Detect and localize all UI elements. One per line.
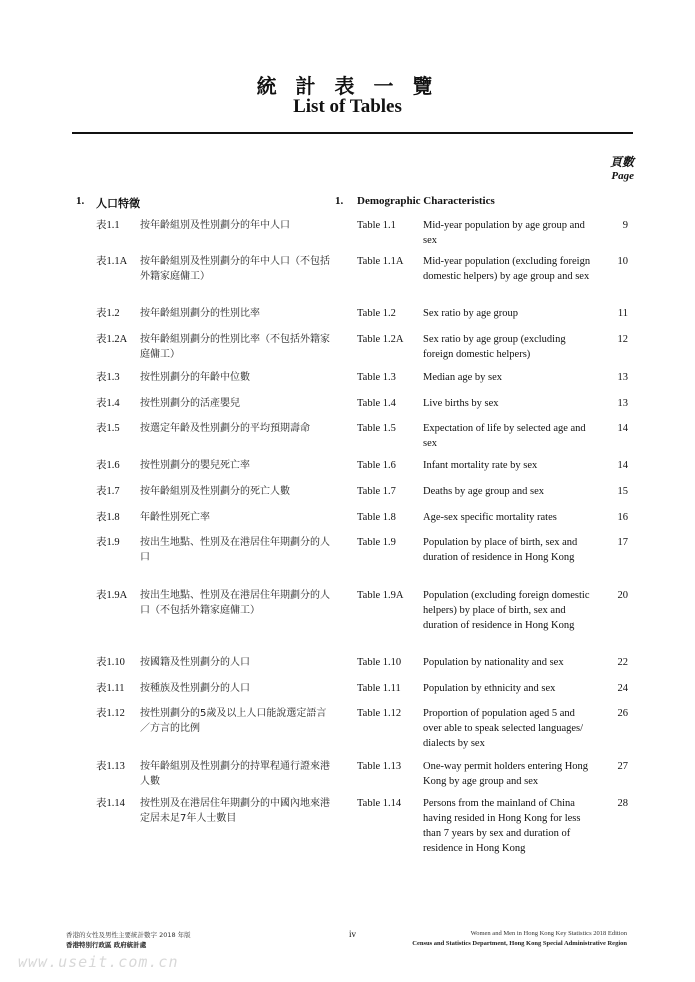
table-title-english: Mid-year population by age group and sex	[423, 220, 585, 246]
table-page-number: 14	[617, 460, 628, 471]
table-title-english: Live births by sex	[423, 398, 499, 409]
table-page-number: 22	[617, 657, 628, 668]
table-title-english: Persons from the mainland of China having resided in Hong Kong for less than 7 years by sex and duration of residence in Hong Kong	[423, 798, 581, 854]
table-page-number: 14	[617, 423, 628, 434]
table-title-chinese: 按性別劃分的活產嬰兒	[140, 398, 240, 409]
table-title-english: Proportion of population aged 5 and over able to speak selected languages/ dialects by sex	[423, 708, 584, 749]
table-title-chinese: 按性別劃分的年齡中位數	[140, 372, 250, 383]
title-divider	[72, 132, 633, 134]
section-number-english: 1.	[335, 195, 344, 207]
table-title-english: Population (excluding foreign domestic helpers) by place of birth, sex and duration of residence in Hong Kong	[423, 590, 590, 631]
footer-department-chinese: 香港特別行政區 政府統計處	[66, 941, 147, 949]
footer-publication-english: Women and Men in Hong Kong Key Statistics 2018 Edition	[470, 930, 627, 937]
table-title-english: Median age by sex	[423, 372, 503, 383]
table-page-number: 16	[617, 512, 628, 523]
table-id-english: Table 1.1	[357, 220, 396, 231]
table-id-english: Table 1.9	[357, 537, 396, 548]
footer-page-number: iv	[349, 929, 357, 939]
page-column-label-english: Page	[611, 170, 634, 182]
table-page-number: 27	[617, 761, 628, 772]
table-id-english: Table 1.13	[357, 761, 402, 772]
table-title-english: One-way permit holders entering Hong Kong by age group and sex	[423, 761, 589, 787]
section-title-english: Demographic Characteristics	[357, 195, 495, 207]
table-page-number: 20	[617, 590, 628, 601]
table-page-number: 17	[617, 537, 628, 548]
table-id-english: Table 1.2A	[357, 334, 404, 345]
table-id-chinese: 表1.1A	[96, 256, 128, 267]
table-id-chinese: 表1.14	[96, 798, 125, 809]
table-id-chinese: 表1.3	[96, 372, 120, 383]
table-id-chinese: 表1.2	[96, 308, 120, 319]
table-title-chinese: 按年齡組別劃分的性別比率（不包括外籍家庭傭工）	[140, 334, 330, 360]
footer-publication-chinese: 香港的女性及男性主要統計數字 2018 年版	[66, 931, 191, 939]
table-title-chinese: 按年齡組別劃分的性別比率	[140, 308, 260, 319]
table-page-number: 13	[617, 372, 628, 383]
table-title-english: Deaths by age group and sex	[423, 486, 545, 497]
table-id-chinese: 表1.4	[96, 398, 120, 409]
table-id-english: Table 1.10	[357, 657, 402, 668]
table-title-english: Age-sex specific mortality rates	[423, 512, 557, 523]
table-id-chinese: 表1.10	[96, 657, 125, 668]
table-id-chinese: 表1.12	[96, 708, 125, 719]
table-id-english: Table 1.7	[357, 486, 396, 497]
footer-department-english: Census and Statistics Department, Hong Kong Special Administrative Region	[412, 940, 627, 947]
table-title-chinese: 按選定年齡及性別劃分的平均預期壽命	[140, 423, 310, 434]
table-title-chinese: 按出生地點、性別及在港居住年期劃分的人口（不包括外籍家庭傭工）	[140, 590, 330, 616]
table-id-english: Table 1.4	[357, 398, 396, 409]
table-title-chinese: 按出生地點、性別及在港居住年期劃分的人口	[140, 537, 330, 563]
table-id-chinese: 表1.2A	[96, 334, 128, 345]
watermark: www.useit.com.cn	[18, 953, 179, 971]
table-id-english: Table 1.9A	[357, 590, 404, 601]
table-page-number: 15	[617, 486, 628, 497]
table-title-chinese: 年齡性別死亡率	[140, 512, 210, 523]
section-number-chinese: 1.	[76, 195, 85, 207]
table-title-chinese: 按年齡組別及性別劃分的持單程通行證來港人數	[140, 761, 330, 787]
table-page-number: 28	[617, 798, 628, 809]
table-id-chinese: 表1.5	[96, 423, 120, 434]
table-id-english: Table 1.2	[357, 308, 396, 319]
table-title-english: Expectation of life by selected age and sex	[423, 423, 586, 449]
page-title-chinese: 統 計 表 一 覽	[256, 74, 439, 98]
table-page-number: 13	[617, 398, 628, 409]
section-title-chinese: 人口特徵	[96, 197, 140, 210]
table-title-chinese: 按年齡組別及性別劃分的死亡人數	[140, 486, 290, 497]
page-title-english: List of Tables	[293, 96, 402, 117]
table-id-english: Table 1.8	[357, 512, 396, 523]
table-id-chinese: 表1.1	[96, 220, 120, 231]
table-title-english: Population by nationality and sex	[423, 657, 564, 668]
table-title-chinese: 按性別劃分的5歲及以上人口能說選定語言／方言的比例	[140, 708, 327, 734]
table-id-chinese: 表1.6	[96, 460, 120, 471]
table-title-english: Population by place of birth, sex and duration of residence in Hong Kong	[423, 537, 578, 563]
table-title-english: Infant mortality rate by sex	[423, 460, 538, 471]
table-page-number: 12	[617, 334, 628, 345]
table-id-english: Table 1.1A	[357, 256, 404, 267]
table-id-chinese: 表1.7	[96, 486, 120, 497]
table-id-english: Table 1.12	[357, 708, 402, 719]
table-id-chinese: 表1.13	[96, 761, 125, 772]
table-title-english: Sex ratio by age group	[423, 308, 519, 319]
table-id-chinese: 表1.9	[96, 537, 120, 548]
table-title-english: Mid-year population (excluding foreign domestic helpers) by age group and sex	[423, 256, 591, 282]
table-id-chinese: 表1.11	[96, 683, 125, 694]
table-title-chinese: 按性別及在港居住年期劃分的中國內地來港定居未足7年人士數目	[140, 798, 330, 824]
table-title-chinese: 按國籍及性別劃分的人口	[140, 657, 250, 668]
table-page-number: 24	[617, 683, 628, 694]
table-title-chinese: 按年齡組別及性別劃分的年中人口（不包括外籍家庭傭工）	[140, 256, 330, 282]
table-id-chinese: 表1.8	[96, 512, 120, 523]
table-page-number: 10	[617, 256, 628, 267]
table-id-english: Table 1.6	[357, 460, 396, 471]
table-title-english: Sex ratio by age group (excluding foreign domestic helpers)	[423, 334, 566, 360]
table-title-english: Population by ethnicity and sex	[423, 683, 556, 694]
table-id-english: Table 1.5	[357, 423, 396, 434]
table-id-chinese: 表1.9A	[96, 590, 128, 601]
table-page-number: 9	[622, 220, 628, 231]
table-page-number: 11	[617, 308, 628, 319]
table-id-english: Table 1.3	[357, 372, 396, 383]
table-title-chinese: 按年齡組別及性別劃分的年中人口	[140, 220, 290, 231]
table-page-number: 26	[617, 708, 628, 719]
page-column-label-chinese: 頁數	[609, 155, 634, 169]
table-title-chinese: 按性別劃分的嬰兒死亡率	[140, 460, 250, 471]
table-id-english: Table 1.11	[357, 683, 401, 694]
table-id-english: Table 1.14	[357, 798, 402, 809]
table-title-chinese: 按種族及性別劃分的人口	[140, 683, 250, 694]
